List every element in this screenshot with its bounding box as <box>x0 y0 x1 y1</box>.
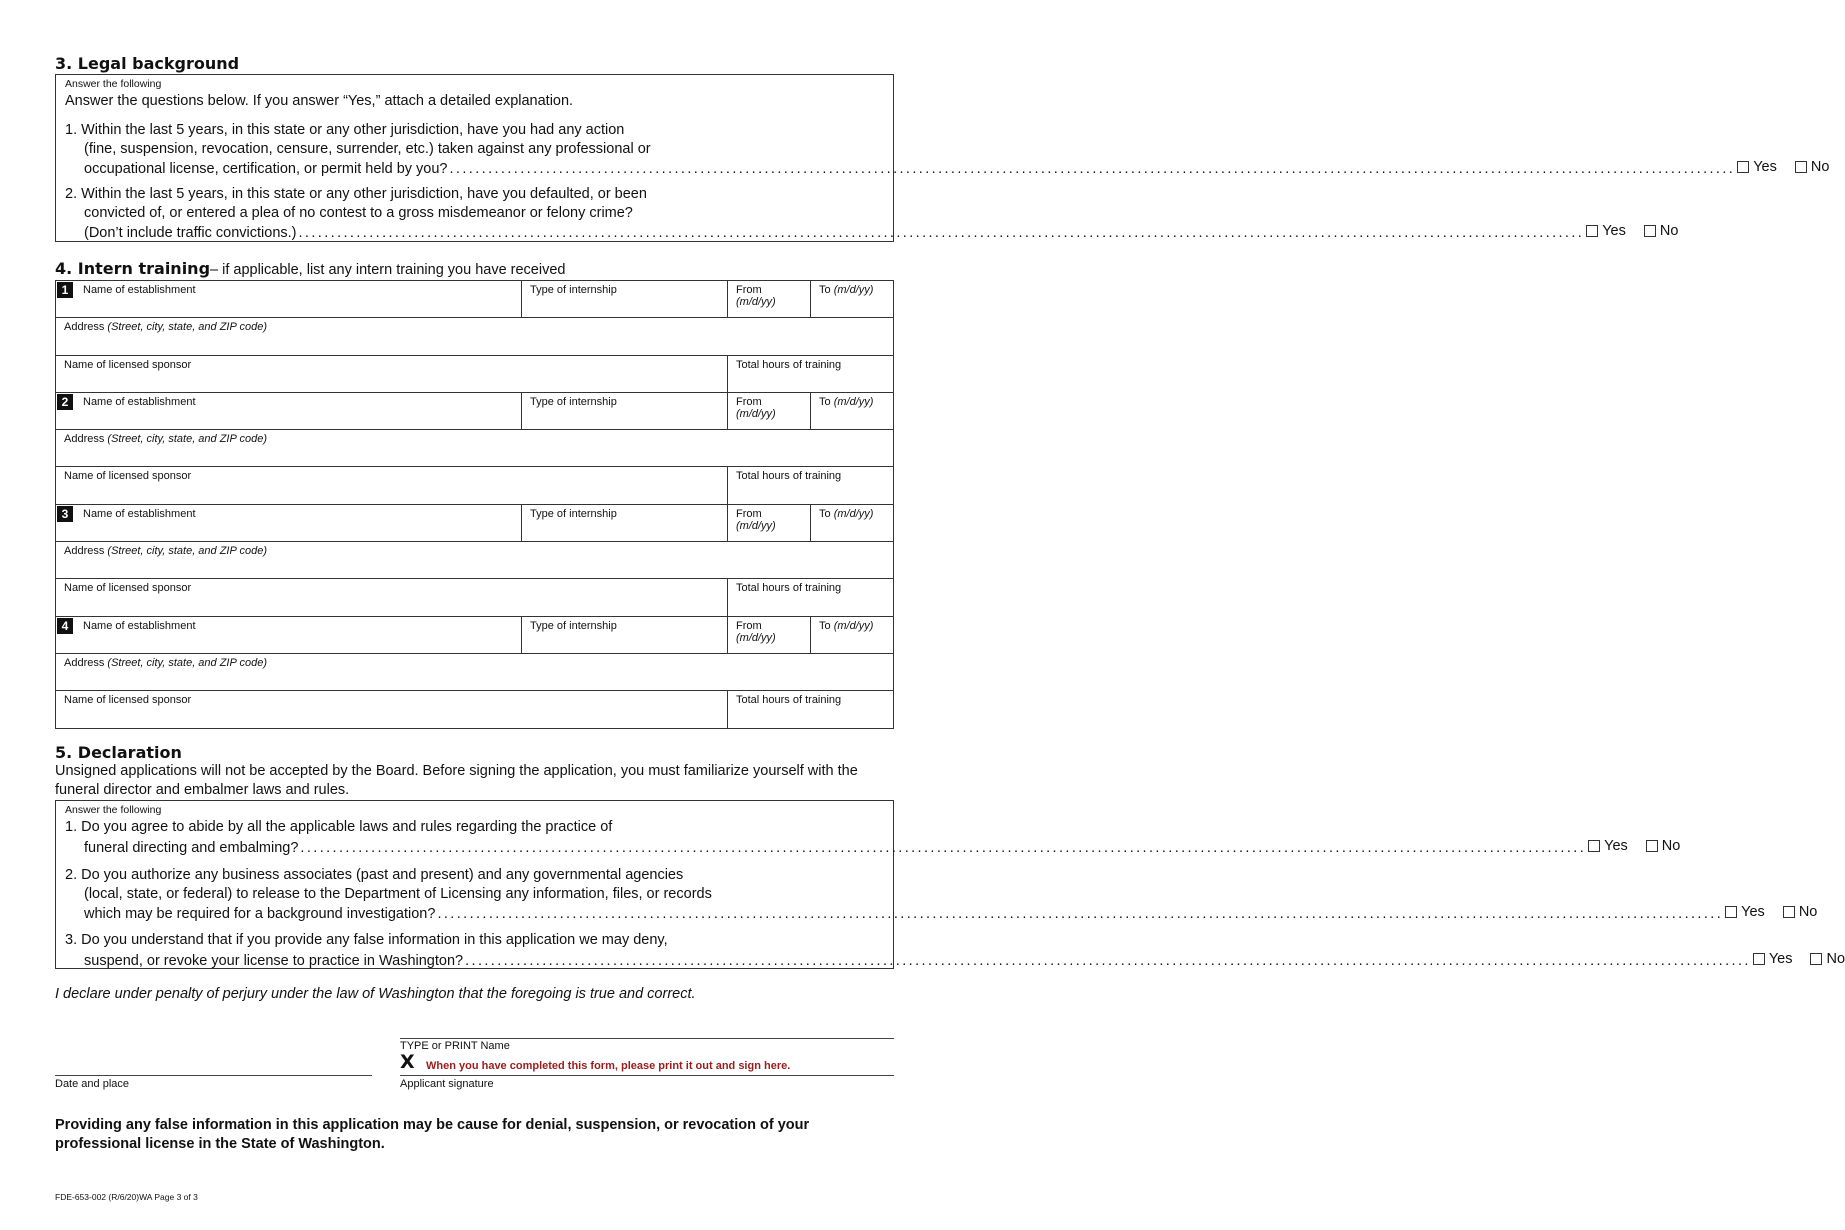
intern-entry-4-row-2 <box>56 653 894 690</box>
yes-label: Yes <box>1602 223 1626 239</box>
question-text: 2. Within the last 5 years, in this state or any other jurisdiction, have you defaulted, or been <box>65 186 647 202</box>
address-field[interactable] <box>56 653 894 690</box>
field-label: Total hours of training <box>736 694 842 707</box>
section5-title: 5. Declaration <box>55 743 182 762</box>
legal-background-box <box>55 74 1830 242</box>
signature-line[interactable] <box>400 1075 894 1076</box>
field-label-format: (Street, city, state, and ZIP code) <box>107 433 267 446</box>
question-text: suspend, or revoke your license to practice in Washington? <box>84 952 464 969</box>
question-text: which may be required for a background investigation? <box>84 906 436 923</box>
question-text: convicted of, or entered a plea of no contest to a gross misdemeanor or felony crime? <box>84 204 633 221</box>
hours-field[interactable] <box>728 691 894 728</box>
section4-title: 4. Intern training <box>55 259 211 278</box>
no-checkbox[interactable] <box>1810 953 1822 965</box>
question-text: occupational license, certification, or permit held by you? <box>84 161 448 178</box>
field-label: Name of licensed sponsor <box>64 694 192 707</box>
yes-checkbox[interactable] <box>1588 840 1600 852</box>
dot-leader: ........................................................................................................................................................................................................ <box>298 225 1585 242</box>
entry-number: 3 <box>57 506 73 522</box>
yes-label: Yes <box>1753 159 1777 175</box>
to-date-field[interactable] <box>811 616 894 653</box>
intern-training-table <box>55 280 894 729</box>
dot-leader: ........................................................................................................................................................................................................ <box>449 161 1736 178</box>
establishment-field[interactable] <box>56 392 522 429</box>
no-label: No <box>1798 904 1818 920</box>
field-label: From <box>736 395 762 408</box>
legal-question-2 <box>65 185 1679 243</box>
declaration-question-1 <box>65 818 1681 857</box>
intern-entry-4-row-1 <box>56 616 894 653</box>
field-label: Name of establishment <box>83 395 196 408</box>
address-field[interactable] <box>56 542 894 579</box>
name-line <box>400 1038 894 1039</box>
field-label: To <box>819 507 831 520</box>
hours-field[interactable] <box>728 579 894 616</box>
question-text: 3. Do you understand that if you provide any false information in this application we may deny, <box>65 932 668 948</box>
hours-field[interactable] <box>728 467 894 504</box>
section3-intro: Answer the questions below. If you answer “Yes,” attach a detailed explanation. <box>65 93 574 109</box>
field-label: From <box>736 284 762 296</box>
field-label-format: (Street, city, state, and ZIP code) <box>107 656 267 669</box>
section4-subtitle: – if applicable, list any intern training you have received <box>210 262 566 278</box>
intern-entry-4-row-3 <box>56 691 894 728</box>
answer-label: Answer the following <box>65 78 162 90</box>
field-label: Type of internship <box>530 619 617 632</box>
declaration-question-3 <box>65 931 1845 970</box>
sponsor-field[interactable] <box>56 579 728 616</box>
perjury-declaration: I declare under penalty of perjury under the law of Washington that the foregoing is true and correct. <box>55 986 696 1002</box>
yes-checkbox[interactable] <box>1737 161 1749 173</box>
field-label: From <box>736 507 762 520</box>
section5-intro: Unsigned applications will not be accepted by the Board. Before signing the application, you must familiarize yourself with the funeral director and embalmer laws and rules. <box>55 763 858 798</box>
hours-field[interactable] <box>728 355 894 392</box>
field-label: From <box>736 619 762 632</box>
field-label: Type of internship <box>530 395 617 408</box>
field-label: Address <box>64 656 105 669</box>
address-field[interactable] <box>56 430 894 467</box>
entry-number: 4 <box>57 618 73 634</box>
no-checkbox[interactable] <box>1646 840 1658 852</box>
field-label: Name of licensed sponsor <box>64 358 192 371</box>
question-text: (Don’t include traffic convictions.) <box>84 225 297 242</box>
signature-label: Applicant signature <box>400 1078 494 1090</box>
field-label: Name of establishment <box>83 284 196 296</box>
field-label-format: (m/d/yy) <box>833 507 874 520</box>
intern-entry-1-row-3 <box>56 355 894 392</box>
no-checkbox[interactable] <box>1795 161 1807 173</box>
dot-leader: ........................................................................................................................................................................................................ <box>437 906 1724 923</box>
question-text: 1. Do you agree to abide by all the applicable laws and rules regarding the practice of <box>65 819 613 835</box>
field-label: Type of internship <box>530 284 617 296</box>
form-footer: FDE-653-002 (R/6/20)WA Page 3 of 3 <box>55 1192 198 1202</box>
field-label-format: (m/d/yy) <box>736 296 776 308</box>
field-label: Total hours of training <box>736 358 842 371</box>
yes-checkbox[interactable] <box>1725 906 1737 918</box>
false-info-warning: Providing any false information in this application may be cause for denial, suspension, or revocation of your professional license in the State of Washington. <box>55 1117 810 1152</box>
field-label: To <box>819 284 831 296</box>
no-label: No <box>1826 950 1845 967</box>
dot-leader: ........................................................................................................................................................................................................ <box>465 952 1751 969</box>
name-label: TYPE or PRINT Name <box>400 1040 510 1052</box>
sponsor-field[interactable] <box>56 355 728 392</box>
no-checkbox[interactable] <box>1644 225 1656 237</box>
date-place-label: Date and place <box>55 1078 129 1090</box>
question-text: funeral directing and embalming? <box>84 839 299 856</box>
establishment-field[interactable] <box>56 504 522 541</box>
field-label: Address <box>64 433 105 446</box>
sign-instruction: When you have completed this form, please print it out and sign here. <box>426 1060 791 1072</box>
yes-checkbox[interactable] <box>1586 225 1598 237</box>
from-date-field[interactable] <box>728 504 811 541</box>
question-text: (local, state, or federal) to release to the Department of Licensing any information, files, or records <box>84 885 712 902</box>
question-text: (fine, suspension, revocation, censure, surrender, etc.) taken against any professional or <box>84 140 651 157</box>
section3-title: 3. Legal background <box>55 54 240 73</box>
yes-label: Yes <box>1741 904 1765 920</box>
field-label: Total hours of training <box>736 470 842 483</box>
intern-entry-2-row-3 <box>56 467 894 504</box>
field-label-format: (m/d/yy) <box>736 519 776 532</box>
field-label-format: (Street, city, state, and ZIP code) <box>107 321 267 334</box>
entry-number: 1 <box>57 282 73 298</box>
yes-label: Yes <box>1768 950 1793 967</box>
declaration-question-2 <box>65 866 1818 924</box>
field-label: Total hours of training <box>736 582 842 595</box>
question-text: 2. Do you authorize any business associates (past and present) and any governmental agencies <box>65 867 684 883</box>
from-date-field[interactable] <box>728 281 811 318</box>
intern-entry-3-row-3 <box>56 579 894 616</box>
to-date-field[interactable] <box>811 392 894 429</box>
dot-leader: ........................................................................................................................................................................................................ <box>300 839 1587 856</box>
internship-type-field[interactable] <box>522 392 728 429</box>
field-label: Name of licensed sponsor <box>64 470 192 483</box>
answer-label: Answer the following <box>65 804 162 816</box>
field-label: Address <box>64 321 105 334</box>
field-label: To <box>819 395 831 408</box>
intern-entry-3-row-2 <box>56 542 894 579</box>
from-date-field[interactable] <box>728 392 811 429</box>
intern-entry-1-row-1 <box>56 281 894 318</box>
intern-entry-3-row-1 <box>56 504 894 541</box>
yes-label: Yes <box>1604 837 1628 854</box>
date-place-line[interactable] <box>55 1075 372 1076</box>
field-label: Type of internship <box>530 507 617 520</box>
from-date-field[interactable] <box>728 616 811 653</box>
legal-question-1 <box>65 121 1830 179</box>
internship-type-field[interactable] <box>522 281 728 318</box>
section4-heading <box>55 259 565 278</box>
yes-checkbox[interactable] <box>1753 953 1765 965</box>
intern-entry-2-row-1 <box>56 392 894 429</box>
field-label-format: (m/d/yy) <box>833 619 874 632</box>
x-mark: X <box>400 1051 415 1073</box>
no-label: No <box>1659 223 1679 239</box>
establishment-field[interactable] <box>56 281 522 318</box>
establishment-field[interactable] <box>56 616 522 653</box>
field-label-format: (Street, city, state, and ZIP code) <box>107 545 267 558</box>
field-label-format: (m/d/yy) <box>736 631 776 644</box>
entry-number: 2 <box>57 394 73 410</box>
question-text: 1. Within the last 5 years, in this state or any other jurisdiction, have you had any action <box>65 122 625 138</box>
intern-entry-2-row-2 <box>56 430 894 467</box>
field-label: Name of licensed sponsor <box>64 582 192 595</box>
field-label: Address <box>64 545 105 558</box>
field-label-format: (m/d/yy) <box>833 395 874 408</box>
sponsor-field[interactable] <box>56 467 728 504</box>
no-label: No <box>1810 159 1830 175</box>
field-label: Name of establishment <box>83 619 196 632</box>
no-checkbox[interactable] <box>1783 906 1795 918</box>
internship-type-field[interactable] <box>522 616 728 653</box>
field-label: Name of establishment <box>83 507 196 520</box>
sponsor-field[interactable] <box>56 691 728 728</box>
no-label: No <box>1661 837 1681 854</box>
field-label-format: (m/d/yy) <box>833 284 874 296</box>
intern-entry-1-row-2 <box>56 318 894 355</box>
declaration-box <box>55 800 1845 969</box>
field-label-format: (m/d/yy) <box>736 407 776 420</box>
address-field[interactable] <box>56 318 894 355</box>
internship-type-field[interactable] <box>522 504 728 541</box>
field-label: To <box>819 619 831 632</box>
to-date-field[interactable] <box>811 504 894 541</box>
to-date-field[interactable] <box>811 281 894 318</box>
